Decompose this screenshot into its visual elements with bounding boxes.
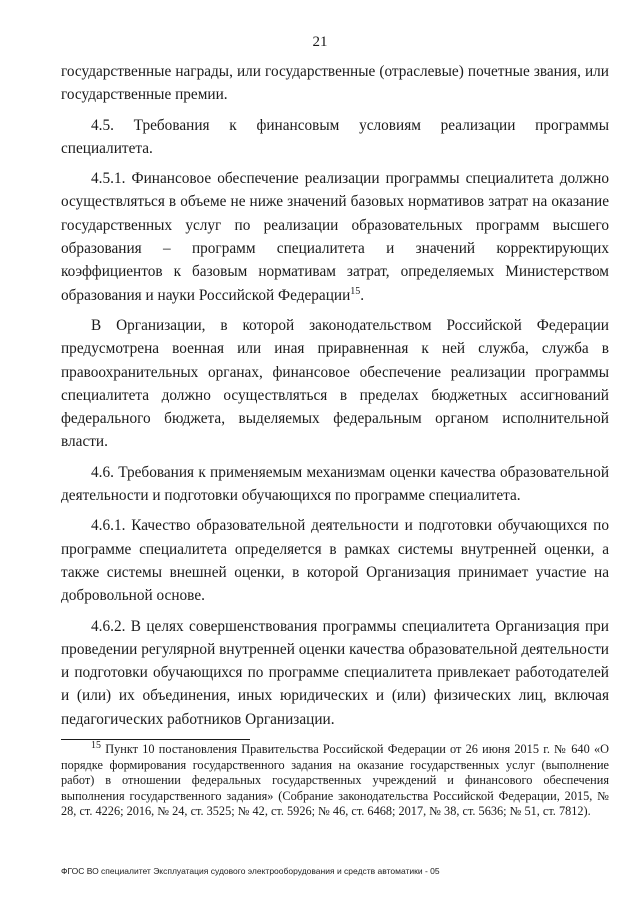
footnote-separator — [61, 739, 250, 740]
section-heading-4-5: 4.5. Требования к финансовым условиям реализации программы специалитета. — [61, 116, 609, 157]
section-heading-4-6: 4.6. Требования к применяемым механизмам оценки качества образовательной деятельности и подготовки обучающихся по программе специалитета. — [61, 463, 609, 505]
footnote-mark: 15 — [91, 739, 101, 751]
page-footer: ФГОС ВО специалитет Эксплуатация судового электрооборудования и средств автоматики - 05 — [61, 866, 440, 876]
footnote-reference[interactable]: 15 — [350, 285, 361, 297]
paragraph-4-6-2: 4.6.2. В целях совершенствования программы специалитета Организация при проведении регулярной внутренней оценки качества образовательной деятельности и подготовки обучающихся по программе специалитета привлекает работодателей и (или) их объединения, иных юридических и (или) физических лиц, включая педагогических работников Организации. — [61, 617, 609, 728]
paragraph: В Организации, в которой законодательством Российской Федерации предусмотрена военная или иная приравненная к ней служба, служба в правоохранительных органах, финансовое обеспечение реализации программы специалитета должно осуществляться в пределах бюджетных ассигнований федерального бюджета, выделяемых федеральным органом исполнительной власти. — [61, 316, 609, 451]
page-number: 21 — [312, 34, 328, 50]
paragraph-text: 4.5.1. Финансовое обеспечение реализации программы специалитета должно осуществляться в объеме не ниже значений базовых нормативов затрат на оказание государственных услуг по реализации образовательных программ высшего образования – программ специалитета и значений корректирующих коэффициентов к базовым нормативам затрат, определяемых Министерством образования и науки Российской Федерации — [61, 170, 609, 304]
paragraph-4-6-1: 4.6.1. Качество образовательной деятельности и подготовки обучающихся по программе специалитета определяется в рамках системы внутренней оценки, а также системы внешней оценки, в которой Организация принимает участие на добровольной основе. — [61, 517, 609, 605]
footnote — [61, 739, 609, 820]
paragraph-4-5-1: 4.5.1. Финансовое обеспечение реализации программы специалитета должно осуществляться в объеме не ниже значений базовых нормативов затрат на оказание государственных услуг по реализации образовательных программ высшего образования – программ специалитета и значений корректирующих коэффициентов к базовым нормативам затрат, определяемых Министерством образования и науки Российской Федерации$^{15}$. — [61, 170, 609, 304]
footnote-text: Пункт 10 постановления Правительства Российской Федерации от 26 июня 2015 г. № 640 «О порядке формирования государственного задания на оказание государственных услуг (выполнение работ) в отношении федеральных государственных учреждений и финансового обеспечения выполнения государственного задания» (Собрание законодательства Российской Федерации, 2015, № 28, ст. 4226; 2016, № 24, ст. 3525; № 42, ст. 5926; № 46, ст. 6468; 2017, № 38, ст. 5636; № 51, ст. 7812). — [61, 742, 609, 819]
paragraph: государственные награды, или государственные (отраслевые) почетные звания, или государственные премии. — [61, 63, 609, 104]
document-body — [61, 60, 609, 738]
